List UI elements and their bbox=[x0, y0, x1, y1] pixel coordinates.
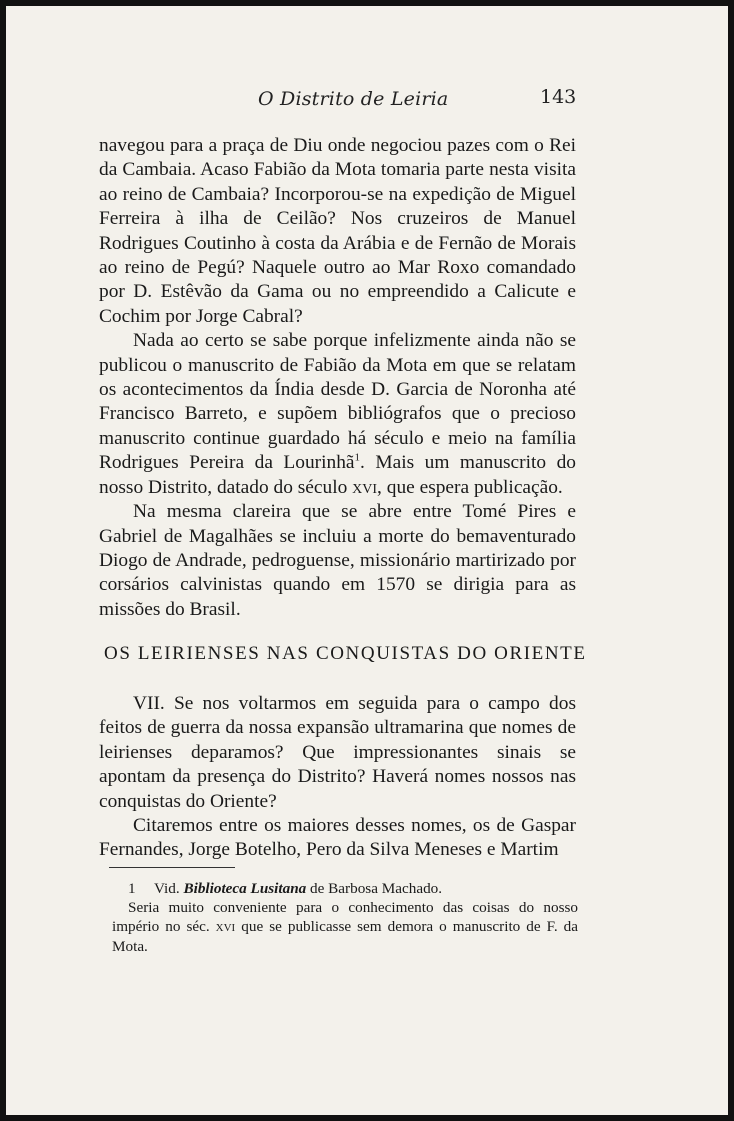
footnote-book-title: Biblioteca Lusitana bbox=[183, 880, 307, 897]
century-numeral: xvi bbox=[352, 476, 378, 498]
paragraph-2 bbox=[99, 329, 576, 500]
footnote-note bbox=[112, 898, 578, 956]
footnote-century: xvi bbox=[215, 918, 236, 936]
paragraph-3: Na mesma clareira que se abre entre Tomé Pires e Gabriel de Magalhães se incluiu a morte do bemaventurado Diogo de Andrade, pedroguense, missionário martirizado por corsários calvinistas quando em 1570 se dirigia para as missões do Brasil. bbox=[99, 501, 576, 620]
section-paragraph-2: Citaremos entre os maiores desses nomes, os de Gaspar Fernandes, Jorge Botelho, Pero da Silva Meneses e Martim bbox=[99, 815, 576, 861]
section-body-text bbox=[99, 692, 576, 863]
paragraph-2-text: Nada ao certo se sabe porque infelizmente ainda não se publicou o manuscrito de Fabião da Mota em que se relatam os acontecimentos da Índia desde D. Garcia de Noronha até Francisco Barreto, e supõem bibliógrafos que o precioso manuscrito continue guardado há século e meio na família Rodrigues Pereira da Lourinhã bbox=[99, 330, 576, 474]
footnote-number: 1 bbox=[128, 880, 136, 897]
footnote-note-end: que se publicasse sem demora o manuscrito de F. da Mota. bbox=[112, 918, 579, 955]
page-number: 143 bbox=[540, 86, 577, 108]
paragraph-2-tail: . Mais um manuscrito do nosso Distrito, datado do século bbox=[99, 452, 576, 498]
body-text bbox=[99, 134, 576, 622]
section-paragraph-1: VII. Se nos voltarmos em seguida para o campo dos feitos de guerra da nossa expansão ultramarina que nomes de leirienses deparamos? Que impressionantes sinais se apontam da presença do Distrito? Haverá nomes nossos nas conquistas do Oriente? bbox=[99, 693, 576, 812]
footnote-marker: 1 bbox=[354, 451, 361, 464]
footnote-divider bbox=[109, 867, 235, 868]
book-page bbox=[6, 6, 728, 1115]
footnote-note-start: Seria muito conveniente para o conhecimento das coisas do nosso império no séc. bbox=[112, 899, 578, 936]
section-heading: OS LEIRIENSES NAS CONQUISTAS DO ORIENTE bbox=[104, 643, 587, 664]
paragraph-1: navegou para a praça de Diu onde negociou pazes com o Rei da Cambaia. Acaso Fabião da Mota tomaria parte nesta visita ao reino de Cambaia? Incorporou-se na expedição de Miguel Ferreira à ilha de Ceilão? Nos cruzeiros de Manuel Rodrigues Coutinho à costa da Arábia e de Fernão de Morais ao reino de Pegú? Naquele outro ao Mar Roxo comandado por D. Estêvão da Gama ou no empreendido a Calicute e Cochim por Jorge Cabral? bbox=[99, 135, 576, 327]
running-header-title: O Distrito de Leiria bbox=[258, 88, 449, 110]
paragraph-2-end: , que espera publicação. bbox=[377, 476, 563, 498]
footnote-vid-rest: de Barbosa Machado. bbox=[310, 880, 443, 897]
footnote-1 bbox=[112, 879, 578, 898]
footnotes bbox=[112, 879, 578, 956]
footnote-vid: Vid. bbox=[154, 880, 180, 897]
